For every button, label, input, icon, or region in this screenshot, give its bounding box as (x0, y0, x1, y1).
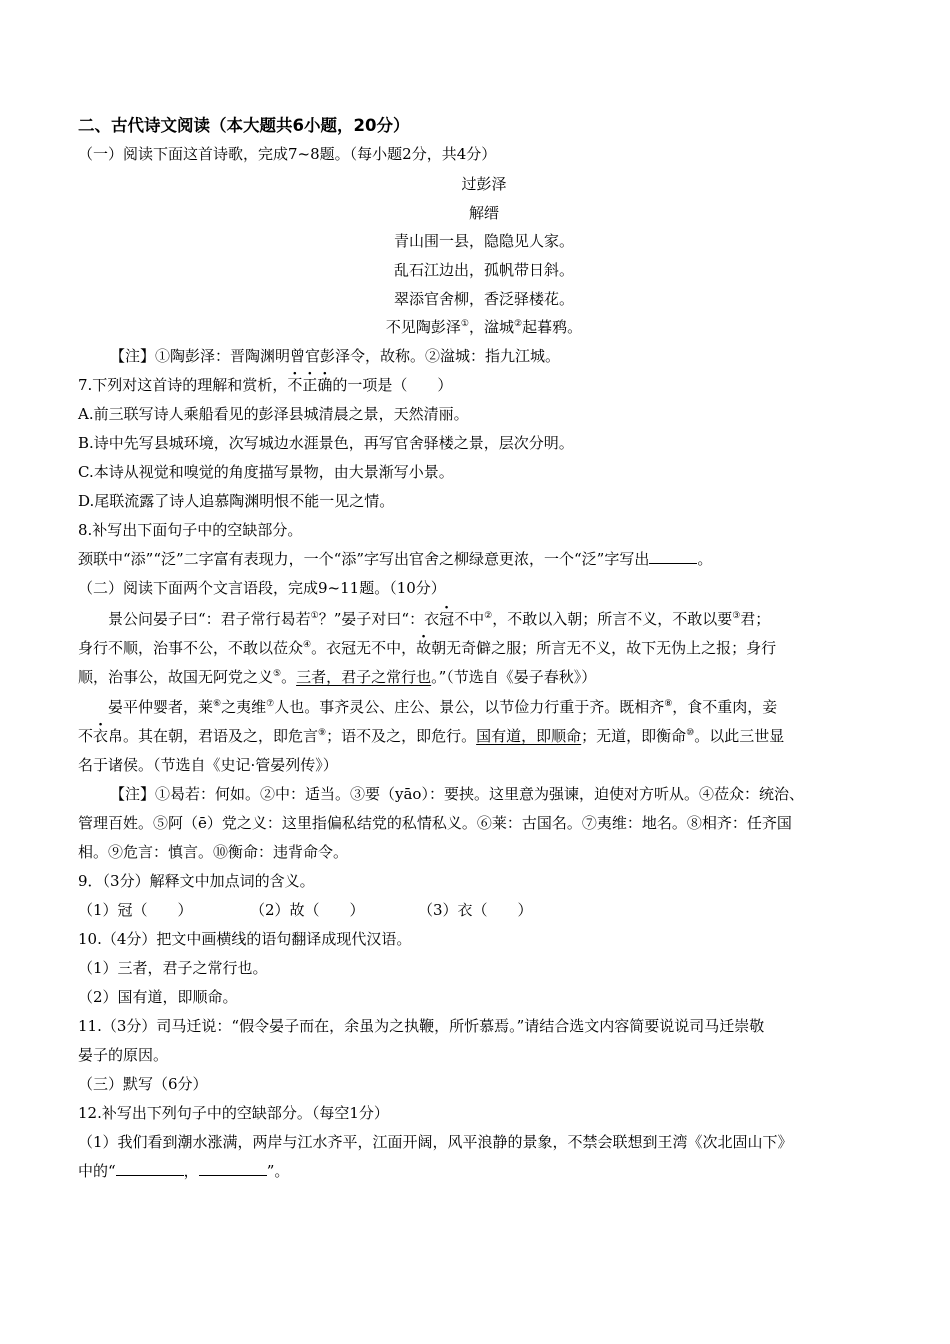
passage-note-line-3: 相。⑨危言：慎言。⑩衡命：违背命令。 (78, 843, 349, 861)
poem-line-1: 青山围一县，隐隐见人家。 (393, 232, 574, 250)
q9-stem: 9．（3分）解释文中加点词的含义。 (78, 872, 315, 890)
q8-text: 颈联中“添”“泛”二字富有表现力，一个“添”字写出官舍之柳绿意更浓，一个“泛”字写出 。 (78, 550, 713, 568)
q11-line-2: 晏子的原因。 (78, 1046, 169, 1064)
q11-line-1: 11.（3分）司马迁说：“假令晏子而在，余虽为之执鞭，所忻慕焉。”请结合选文内容简要说说司马迁崇敬 (78, 1017, 765, 1035)
q7-option-b: B.诗中先写县城环境，次写城边水涯景色，再写官舍驿楼之景，层次分明。 (78, 434, 574, 452)
q10-stem: 10.（4分）把文中画横线的语句翻译成现代汉语。 (78, 930, 412, 948)
passage1-line-1: 景公问晏子曰“：君子常行曷若①？”晏子对曰“：衣冠不中②，不敢以入朝；所言不义，不敢以要③君； (108, 610, 771, 628)
section-title: 二、古代诗文阅读（本大题共6小题，20分） (78, 116, 410, 135)
q8-blank[interactable] (649, 549, 697, 564)
poem-line-2: 乱石江边出，孤帆带日斜。 (393, 261, 574, 279)
q8-stem: 8.补写出下面句子中的空缺部分。 (78, 521, 303, 539)
q12-item-1-line-2: 中的“ ， ”。 (78, 1162, 290, 1180)
q9-item-1: （1）冠（ ） (78, 901, 193, 919)
q12-blank-1[interactable] (116, 1161, 184, 1176)
q7-option-c: C.本诗从视觉和嗅觉的角度描写景物，由大景渐写小景。 (78, 463, 454, 481)
q7-stem: 7.下列对这首诗的理解和赏析，不正确的一项是（ ） (78, 376, 453, 394)
part1-intro: （一）阅读下面这首诗歌，完成7~8题。（每小题2分，共4分） (78, 145, 497, 163)
passage1-line-2: 身行不顺，治事不公，不敢以莅众④。衣冠无不中，故朝无奇僻之服；所言无不义，故下无伪上之报；身行 (78, 639, 777, 657)
passage-note-line-1: 【注】①曷若：何如。②中：适当。③要（yāo）：要挟。这里意为强谏，迫使对方听从。④莅众：统治、 (110, 785, 804, 803)
part2-intro: （二）阅读下面两个文言语段，完成9~11题。（10分） (78, 579, 446, 597)
poem-note: 【注】①陶彭泽：晋陶渊明曾官彭泽令，故称。②湓城：指九江城。 (110, 347, 561, 365)
passage-note-line-2: 管理百姓。⑤阿（ē）党之义：这里指偏私结党的私情私义。⑥莱：古国名。⑦夷维：地名。⑧相齐：任齐国 (78, 814, 792, 832)
q12-item-1-line-1: （1）我们看到潮水涨满，两岸与江水齐平，江面开阔，风平浪静的景象，不禁会联想到王湾《次北固山下》 (78, 1133, 793, 1151)
q12-blank-2[interactable] (199, 1161, 267, 1176)
q10-item-1: （1）三者，君子之常行也。 (78, 959, 268, 977)
part3-intro: （三）默写（6分） (78, 1075, 208, 1093)
passage2-line-3: 名于诸侯。（节选自《史记·管晏列传》） (78, 756, 338, 774)
passage2-line-2: 不衣帛。其在朝，君语及之，即危言⑨；语不及之，即危行。国有道，即顺命；无道，即衡命⑩。以此三世显 (78, 727, 785, 745)
poem-title: 过彭泽 (461, 175, 507, 193)
q7-option-d: D.尾联流露了诗人追慕陶渊明恨不能一见之情。 (78, 492, 395, 510)
underlined-sentence-1: 三者，君子之常行也 (296, 668, 432, 686)
q12-stem: 12.补写出下列句子中的空缺部分。（每空1分） (78, 1104, 389, 1122)
underlined-sentence-2: 国有道，即顺命 (476, 727, 582, 745)
poem-line-4: 不见陶彭泽①，湓城②起暮鸦。 (385, 318, 583, 336)
q7-option-a: A.前三联写诗人乘船看见的彭泽县城清晨之景，天然清丽。 (78, 405, 469, 423)
q10-item-2: （2）国有道，即顺命。 (78, 988, 238, 1006)
q9-item-2: （2）故（ ） (250, 901, 365, 919)
passage1-line-3: 顺，治事公，故国无阿党之义⑤。三者，君子之常行也。”（节选自《晏子春秋》） (78, 668, 597, 686)
q9-item-3: （3）衣（ ） (418, 901, 533, 919)
passage2-line-1: 晏平仲婴者，莱⑥之夷维⑦人也。事齐灵公、庄公、景公，以节俭力行重于齐。既相齐⑧，食不重肉，妾 (108, 698, 778, 716)
poem-line-3: 翠添官舍柳，香泛驿楼花。 (393, 290, 574, 308)
poem-author: 解缙 (468, 204, 499, 222)
